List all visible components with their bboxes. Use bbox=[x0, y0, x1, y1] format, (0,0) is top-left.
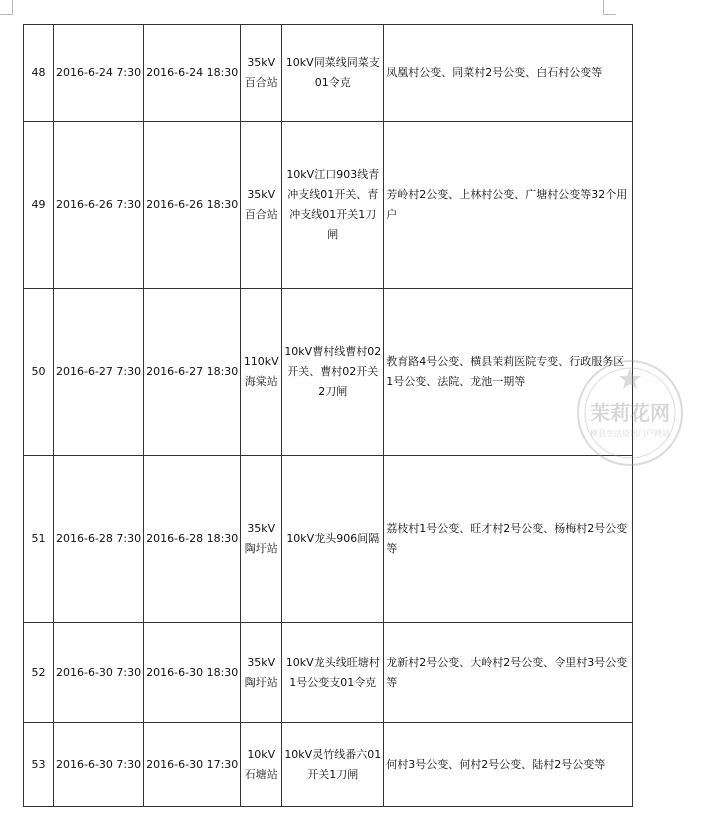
start-time: 2016-6-26 7:30 bbox=[54, 122, 144, 289]
table-row bbox=[24, 723, 633, 807]
substation: 35kV百合站 bbox=[241, 25, 282, 122]
end-time: 2016-6-26 18:30 bbox=[144, 122, 241, 289]
row-number: 49 bbox=[24, 122, 54, 289]
start-time: 2016-6-30 7:30 bbox=[54, 623, 144, 723]
end-time: 2016-6-28 18:30 bbox=[144, 456, 241, 623]
start-time: 2016-6-27 7:30 bbox=[54, 289, 144, 456]
svg-text:横县生活资讯门户网站: 横县生活资讯门户网站 bbox=[590, 429, 670, 438]
end-time: 2016-6-30 18:30 bbox=[144, 623, 241, 723]
end-time: 2016-6-30 17:30 bbox=[144, 723, 241, 807]
line-equipment: 10kV灵竹线番六01开关1刀闸 bbox=[282, 723, 384, 807]
substation: 110kV海棠站 bbox=[241, 289, 282, 456]
start-time: 2016-6-24 7:30 bbox=[54, 25, 144, 122]
row-number: 48 bbox=[24, 25, 54, 122]
row-number: 53 bbox=[24, 723, 54, 807]
line-equipment: 10kV曹村线曹村02开关、曹村02开关2刀闸 bbox=[282, 289, 384, 456]
end-time: 2016-6-24 18:30 bbox=[144, 25, 241, 122]
row-number: 51 bbox=[24, 456, 54, 623]
table-row bbox=[24, 122, 633, 289]
affected-area: 荔枝村1号公变、旺才村2号公变、杨梅村2号公变等 bbox=[384, 456, 633, 623]
affected-area: 芳岭村2公变、上林村公变、广塘村公变等32个用户 bbox=[384, 122, 633, 289]
watermark-logo bbox=[560, 358, 700, 468]
table-row bbox=[24, 456, 633, 623]
substation: 35kV陶圩站 bbox=[241, 456, 282, 623]
table-row bbox=[24, 289, 633, 456]
table-row bbox=[24, 623, 633, 723]
affected-area: 何村3号公变、何村2号公变、陆村2号公变等 bbox=[384, 723, 633, 807]
line-equipment: 10kV龙头线旺塘村1号公变支01令克 bbox=[282, 623, 384, 723]
row-number: 52 bbox=[24, 623, 54, 723]
substation: 35kV百合站 bbox=[241, 122, 282, 289]
line-equipment: 10kV龙头906间隔 bbox=[282, 456, 384, 623]
svg-text:茉莉花网: 茉莉花网 bbox=[590, 401, 670, 425]
affected-area: 龙新村2号公变、大岭村2号公变、令里村3号公变等 bbox=[384, 623, 633, 723]
end-time: 2016-6-27 18:30 bbox=[144, 289, 241, 456]
table-row bbox=[24, 25, 633, 122]
affected-area: 教育路4号公变、横县茉莉医院专变、行政服务区1号公变、法院、龙池一期等 bbox=[384, 289, 633, 456]
substation: 10kV石塘站 bbox=[241, 723, 282, 807]
page-corner-mark-right bbox=[603, 0, 616, 15]
line-equipment: 10kV江口903线青冲支线01开关、青冲支线01开关1刀闸 bbox=[282, 122, 384, 289]
page-corner-mark-left bbox=[0, 0, 13, 15]
outage-schedule-table bbox=[23, 24, 633, 807]
row-number: 50 bbox=[24, 289, 54, 456]
start-time: 2016-6-30 7:30 bbox=[54, 723, 144, 807]
substation: 35kV陶圩站 bbox=[241, 623, 282, 723]
affected-area: 凤凰村公变、同菜村2号公变、白石村公变等 bbox=[384, 25, 633, 122]
table-body bbox=[24, 25, 633, 807]
start-time: 2016-6-28 7:30 bbox=[54, 456, 144, 623]
line-equipment: 10kV同菜线同菜支01令克 bbox=[282, 25, 384, 122]
